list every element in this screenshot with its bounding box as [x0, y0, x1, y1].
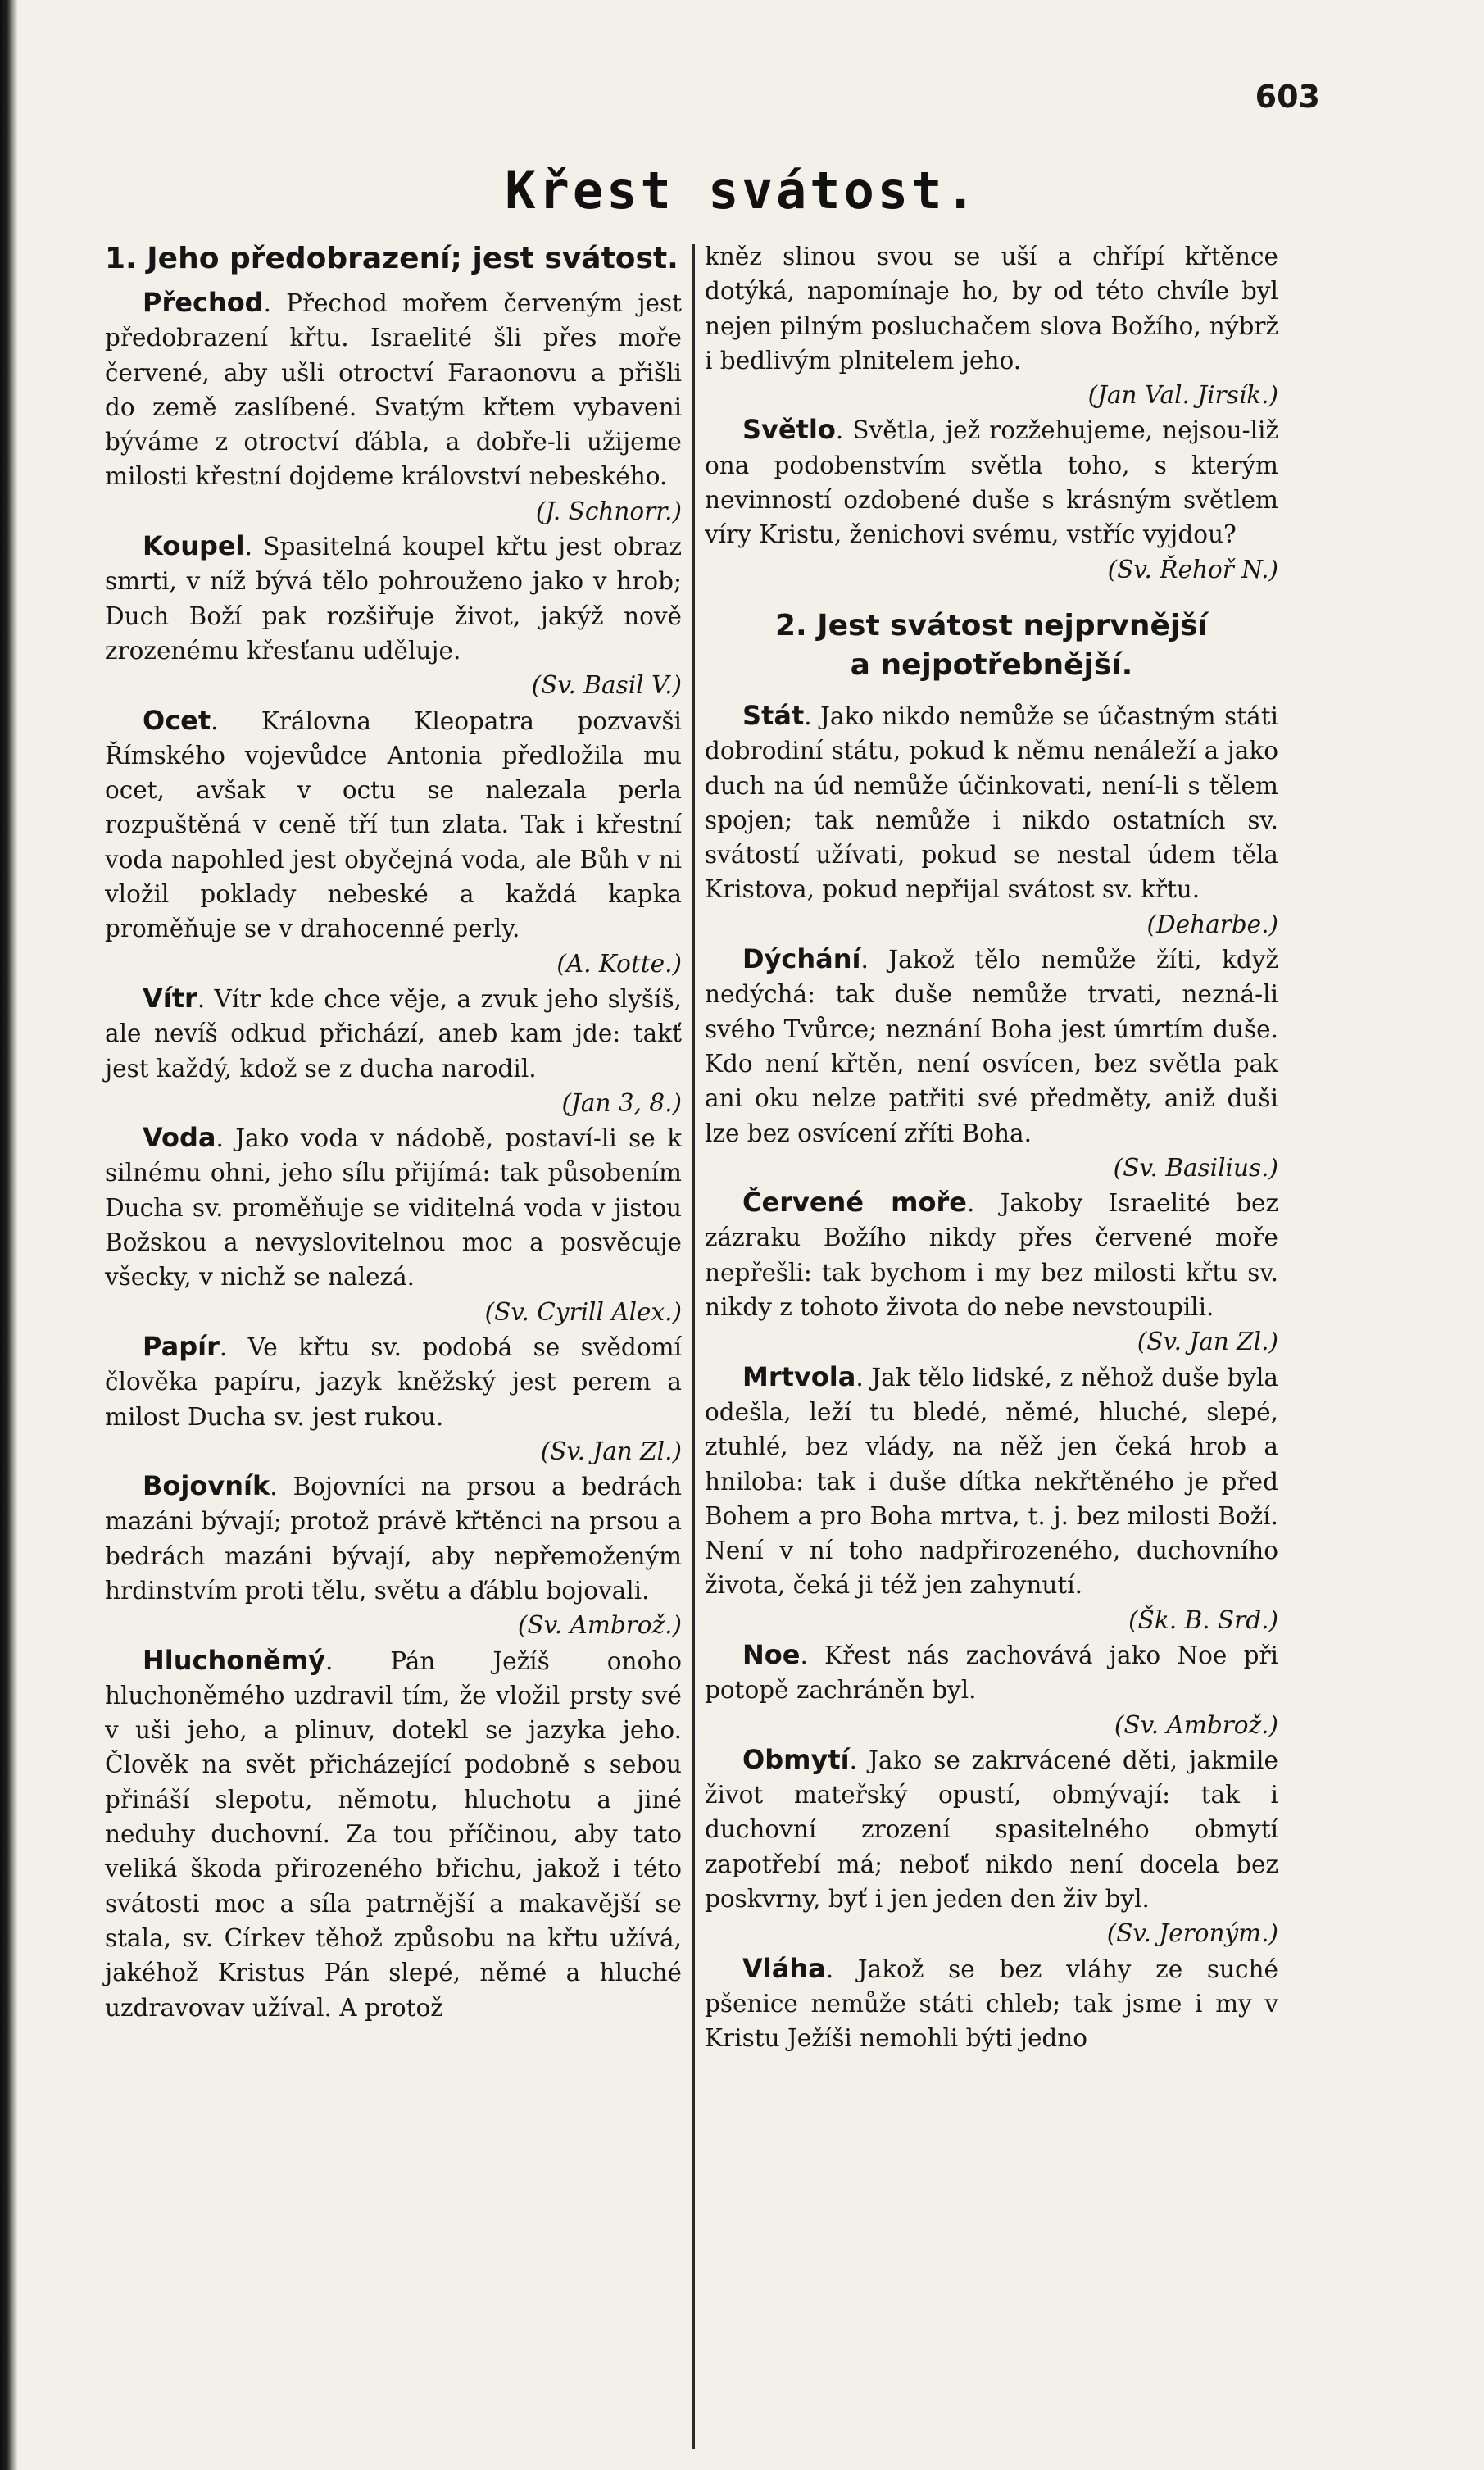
entry-text: kněz slinou svou se uší a chřípí křtěnce dotýká, napomínaje ho, by od této chvíle byl nejen pilným posluchačem slova Božího, nýbrž i bedlivým plnitelem jeho. [705, 243, 1278, 375]
entry-ocet [105, 703, 682, 981]
entry-keyword: Hluchoněmý [143, 1644, 325, 1676]
entry-source: (Sv. Basilius.) [1113, 1153, 1278, 1182]
entry-keyword: Červené moře [742, 1187, 967, 1219]
entry-koupel [105, 529, 682, 702]
entry-keyword: Koupel [143, 530, 245, 562]
entry-source: (J. Schnorr.) [535, 497, 682, 525]
page-title: Křest svátost. [505, 161, 979, 220]
entry-text: . Pán Ježíš onoho hluchoněmého uzdravil tím, že vložil prsty své v uši jeho, a plinuv, dotekl se jazyka jeho. Člověk na svět přicházející podobně s sebou přináší slepotu, němotu, hluchotu a jiné neduhy duchovní. Za tou příčinou, aby tato veliká škoda přirozeného břichu, jakož i této svátosti moc a síla patrnější a makavější se stala, sv. Církev těhož způsobu na křtu užívá, jakéhož Kristus Pán slepé, němé a hluché uzdravovav užíval. A protož [105, 1646, 682, 2022]
page-number: 603 [1255, 79, 1320, 115]
entry-prechod [105, 285, 682, 529]
entry-text: . Křest nás zachovává jako Noe při potopě zachráněn byl. [705, 1641, 1278, 1705]
entry-svetlo [705, 412, 1278, 586]
entry-source: (Sv. Cyrill Alex.) [484, 1297, 682, 1326]
entry-source: (Sv. Řehoř N.) [1107, 555, 1278, 583]
entry-keyword: Světlo [742, 414, 836, 446]
entry-source: (Sv. Jan Zl.) [1137, 1328, 1278, 1356]
entry-source: (Jan 3, 8.) [561, 1088, 682, 1117]
entry-text: . Přechod mořem červeným jest předobrazení křtu. Israelité šli přes moře červené, aby ušli otroctví Faraonovu a přišli do země zaslíbené. Svatým křtem vybaveni býváme z otroctví ďábla, a dobře-li užijeme milosti křestní dojdeme království nebeského. [105, 289, 682, 491]
entry-source: (Sv. Ambrož.) [1114, 1710, 1278, 1739]
section-heading-1: 1. Jeho předobrazení; jest svátost. [105, 242, 678, 275]
entry-voda [105, 1120, 682, 1329]
entry-text: . Ve křtu sv. podobá se svědomí člověka papíru, jazyk kněžský jest perem a milost Ducha sv. jest rukou. [105, 1333, 682, 1431]
entry-text: . Jakož se bez vláhy ze suché pšenice nemůže státi chleb; tak jsme i my v Kristu Ježíši nemohli býti jedno [705, 1955, 1278, 2053]
entry-keyword: Voda [143, 1122, 216, 1154]
entry-stat [705, 698, 1278, 942]
entry-keyword: Přechod [143, 287, 264, 318]
page-binding-edge [0, 0, 18, 2470]
entry-vlaha [705, 1951, 1278, 2056]
entry-source: (Sv. Jeroným.) [1106, 1919, 1278, 1948]
entry-noe [705, 1637, 1278, 1742]
entry-text: . Jak tělo lidské, z něhož duše byla odešla, leží tu bledé, němé, hluché, slepé, ztuhlé, bez vlády, na něž jen čeká hrob a hniloba: tak i duše dítka nekřtěného je před Bohem a pro Boha mrtva, t. j. bez milosti Boží. Není v ní toho nadpřirozeného, duchovního života, čeká ji též jen zahynutí. [705, 1363, 1278, 1600]
entry-text: . Jakoby Israelité bez zázraku Božího nikdy přes červené moře nepřešli: tak bychom i my bez milosti křtu sv. nikdy z tohoto života do nebe nevstoupili. [705, 1189, 1278, 1322]
section-heading-2-line1: 2. Jest svátost nejprvnější [774, 608, 1209, 642]
entry-source: (Sv. Ambrož.) [517, 1611, 682, 1640]
column-divider [692, 244, 695, 2449]
entry-hluchonemy [105, 1643, 682, 2025]
entry-keyword: Dýchání [742, 943, 861, 975]
entry-dychani [705, 942, 1278, 1185]
section-heading-2 [705, 606, 1278, 685]
entry-source: (A. Kotte.) [556, 949, 682, 978]
entry-keyword: Ocet [143, 704, 211, 736]
entry-text: . Jako se zakrvácené děti, jakmile život mateřský opustí, obmývají: tak i duchovní zrození spasitelného obmytí zapotřebí má; neboť nikdo není docela bez poskvrny, byť i jen jeden den živ byl. [705, 1746, 1278, 1914]
entry-source: (Sv. Jan Zl.) [540, 1437, 682, 1465]
entry-keyword: Papír [143, 1330, 220, 1362]
entry-keyword: Bojovník [143, 1470, 270, 1502]
entry-bojovnik [105, 1469, 682, 1642]
section-heading-2-line2: a nejpotřebnější. [850, 647, 1133, 682]
left-column [105, 239, 682, 2025]
entry-keyword: Vláha [742, 1952, 826, 1984]
entry-text: . Spasitelná koupel křtu jest obraz smrti, v níž bývá tělo pohrouženo jako v hrob; Duch Boží pak rozšiřuje život, jakýž nově zrozenému křesťanu uděluje. [105, 533, 682, 665]
entry-mrtvola [705, 1360, 1278, 1637]
entry-keyword: Obmytí [742, 1743, 850, 1775]
entry-text: . Světla, jež rozžehujeme, nejsou-liž ona podobenstvím světla toho, s kterým nevinností ozdobené duše s krásným světlem víry Kristu, ženichovi svému, vstříc vyjdou? [705, 416, 1278, 549]
entry-text: . Vítr kde chce věje, a zvuk jeho slyšíš, ale nevíš odkud přichází, aneb kam jde: takť jest každý, kdož se z ducha narodil. [105, 984, 682, 1083]
entry-keyword: Noe [742, 1638, 801, 1670]
entry-keyword: Mrtvola [742, 1360, 856, 1392]
entry-text: . Jakož tělo nemůže žíti, když nedýchá: tak duše nemůže trvati, nezná-li svého Tvůrce; neznání Boha jest úmrtím duše. Kdo není křtěn, není osvícen, bez světla pak ani oku nelze patřiti své předměty, aniž duši lze bez osvícení zříti Boha. [705, 946, 1278, 1147]
entry-source: (Jan Val. Jirsík.) [1087, 381, 1278, 410]
entry-cervene-more [705, 1185, 1278, 1359]
entry-keyword: Vítr [143, 982, 197, 1014]
entry-continuation [705, 239, 1278, 412]
entry-vitr [105, 981, 682, 1120]
entry-keyword: Stát [742, 699, 805, 731]
right-column [705, 239, 1278, 2056]
entry-text: . Bojovníci na prsou a bedrách mazáni bývají; protož právě křtěnci na prsou a bedrách mazáni bývají, aby nepřemoženým hrdinstvím proti tělu, světu a ďáblu bojovali. [105, 1473, 682, 1605]
entry-text: . Jako nikdo nemůže se účastným státi dobrodiní státu, pokud k němu nenáleží a jako duch na úd nemůže účinkovati, není-li s tělem spojen; tak nemůže i nikdo ostatních sv. svátostí užívati, pokud se nestal údem těla Kristova, pokud nepřijal svátost sv. křtu. [705, 701, 1278, 904]
entry-source: (Sv. Basil V.) [531, 671, 682, 700]
entry-obmyti [705, 1742, 1278, 1951]
entry-text: . Královna Kleopatra pozvavši Římského vojevůdce Antonia předložila mu ocet, avšak v octu se nalezala perla rozpuštěná v ceně tří tun zlata. Tak i křestní voda napohled jest obyčejná voda, ale Bůh v ni vložil poklady nebeské a každá kapka proměňuje se v drahocenné perly. [105, 706, 682, 943]
entry-text: . Jako voda v nádobě, postaví-li se k silnému ohni, jeho sílu přijímá: tak působením Ducha sv. proměňuje se viditelná voda v jistou Božskou a nevyslovitelnou moc a posvěcuje všecky, v nichž se nalezá. [105, 1124, 682, 1292]
entry-source: (Deharbe.) [1146, 910, 1278, 938]
entry-source: (Šk. B. Srd.) [1128, 1605, 1278, 1634]
entry-papir [105, 1329, 682, 1469]
